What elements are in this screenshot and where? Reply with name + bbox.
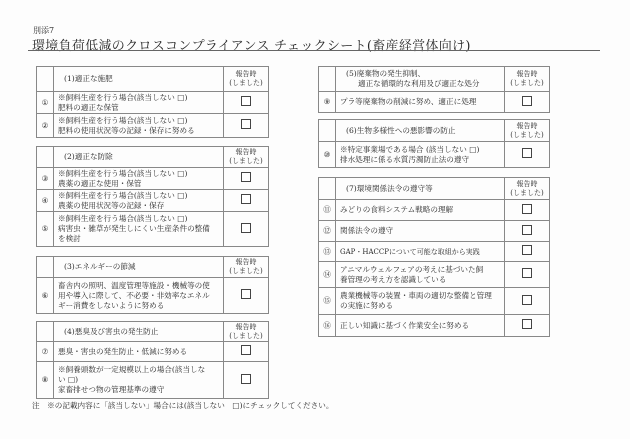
report-header: 報告時 (しました): [224, 67, 269, 92]
report-checkbox[interactable]: [241, 223, 251, 233]
item-number: ⑤: [37, 212, 54, 247]
section-table-2: [36, 146, 269, 247]
item-text: プラ等廃棄物の削減に努め、適正に処理: [336, 92, 505, 113]
item-number: ⑩: [319, 142, 336, 168]
item-number: ⑨: [319, 92, 336, 113]
item-text: ※飼料生産を行う場合(該当しない □) 農薬の使用状況等の記録・保存: [54, 190, 224, 212]
section-title: (6)生物多様性への悪影響の防止: [336, 120, 505, 142]
item-number: ①: [37, 92, 54, 114]
checklist-row: [319, 200, 550, 221]
item-number: ⑮: [319, 288, 336, 315]
annex-label: 別添7: [33, 26, 55, 35]
section-title: (5)廃棄物の発生抑制、 適正な循環的な利用及び適正な処分: [336, 67, 505, 92]
item-text: ※飼料生産を行う場合(該当しない □) 肥料の適正な保管: [54, 92, 224, 114]
item-number: ⑧: [37, 362, 54, 399]
item-text: ※特定事業場である場合 (該当しない □) 排水処理に係る水質汚濁防止法の遵守: [336, 142, 505, 168]
item-number: ④: [37, 190, 54, 212]
report-checkbox[interactable]: [241, 194, 251, 204]
checklist-row: [37, 362, 269, 399]
item-text: 農業機械等の装置・車両の適切な整備と管理 の実施に努める: [336, 288, 505, 315]
report-checkbox[interactable]: [522, 295, 532, 305]
section-title: (2)適正な防除: [54, 147, 224, 168]
item-text: みどりの食料システム戦略の理解: [336, 200, 505, 221]
title-underline: [28, 50, 600, 51]
report-header: 報告時 (しました): [505, 67, 550, 92]
section-title: (1)適正な施肥: [54, 67, 224, 92]
checklist-row: [37, 278, 269, 314]
checklist-row: [319, 288, 550, 315]
report-checkbox[interactable]: [522, 319, 532, 329]
item-number: ⑥: [37, 278, 54, 314]
item-text: 畜舎内の照明、温度管理等施設・機械等の使 用や導入に際して、不必要・非効率なエネル ギー消費をしないように努める: [54, 278, 224, 314]
checklist-row: [319, 242, 550, 262]
report-checkbox[interactable]: [241, 289, 251, 299]
item-text: ※飼料生産を行う場合(該当しない □) 肥料の使用状況等の記録・保存に努める: [54, 114, 224, 138]
report-header: 報告時 (しました): [224, 322, 269, 342]
checklist-row: [37, 114, 269, 138]
item-number: ⑭: [319, 262, 336, 288]
footnote: 注 ※の記載内容に「該当しない」場合には(該当しない □)にチェックしてください。: [32, 401, 334, 410]
item-number: ③: [37, 168, 54, 190]
report-checkbox[interactable]: [522, 148, 532, 158]
item-number: ⑫: [319, 221, 336, 242]
report-checkbox[interactable]: [522, 225, 532, 235]
section-title: (4)悪臭及び害虫の発生防止: [54, 322, 224, 342]
item-text: 関係法令の遵守: [336, 221, 505, 242]
item-number: ⑬: [319, 242, 336, 262]
section-table-1: [36, 66, 269, 138]
checklist-row: [319, 92, 550, 113]
item-text: ※飼養頭数が一定規模以上の場合(該当しな い □) 家畜排せつ物の管理基準の遵守: [54, 362, 224, 399]
item-text: 正しい知識に基づく作業安全に努める: [336, 315, 505, 337]
item-text: 悪臭・害虫の発生防止・低減に努める: [54, 342, 224, 362]
report-checkbox[interactable]: [241, 96, 251, 106]
item-text: アニマルウェルフェアの考えに基づいた飼 養管理の考え方を認識している: [336, 262, 505, 288]
item-number: ⑦: [37, 342, 54, 362]
item-text: GAP・HACCPについて可能な取組から実践: [336, 242, 505, 262]
section-table-7: [318, 177, 550, 337]
section-table-6: [318, 119, 550, 168]
report-header: 報告時 (しました): [224, 147, 269, 168]
checklist-row: [37, 190, 269, 212]
report-checkbox[interactable]: [522, 268, 532, 278]
checklist-row: [37, 342, 269, 362]
item-text: ※飼料生産を行う場合(該当しない □) 農薬の適正な使用・保管: [54, 168, 224, 190]
report-header: 報告時 (しました): [505, 120, 550, 142]
checklist-row: [37, 212, 269, 247]
checklist-row: [319, 262, 550, 288]
section-title: (7)環境関係法令の遵守等: [336, 178, 505, 200]
checklist-row: [319, 315, 550, 337]
item-number: ⑪: [319, 200, 336, 221]
page-title: 環境負荷低減のクロスコンプライアンス チェックシート(畜産経営体向け): [32, 39, 471, 54]
section-table-5: [318, 66, 550, 113]
section-table-3: [36, 256, 269, 314]
report-checkbox[interactable]: [241, 172, 251, 182]
report-checkbox[interactable]: [522, 204, 532, 214]
checklist-row: [319, 221, 550, 242]
report-checkbox[interactable]: [522, 245, 532, 255]
report-checkbox[interactable]: [522, 96, 532, 106]
report-checkbox[interactable]: [241, 374, 251, 384]
checklist-row: [37, 92, 269, 114]
section-table-4: [36, 321, 269, 399]
checklist-row: [319, 142, 550, 168]
item-number: ⑯: [319, 315, 336, 337]
item-text: ※飼料生産を行う場合(該当しない □) 病害虫・雑草が発生しにくい生産条件の整備 を検討: [54, 212, 224, 247]
report-checkbox[interactable]: [241, 345, 251, 355]
section-title: (3)エネルギーの節減: [54, 257, 224, 278]
item-number: ②: [37, 114, 54, 138]
report-header: 報告時 (しました): [505, 178, 550, 200]
checklist-row: [37, 168, 269, 190]
report-checkbox[interactable]: [241, 119, 251, 129]
report-header: 報告時 (しました): [224, 257, 269, 278]
